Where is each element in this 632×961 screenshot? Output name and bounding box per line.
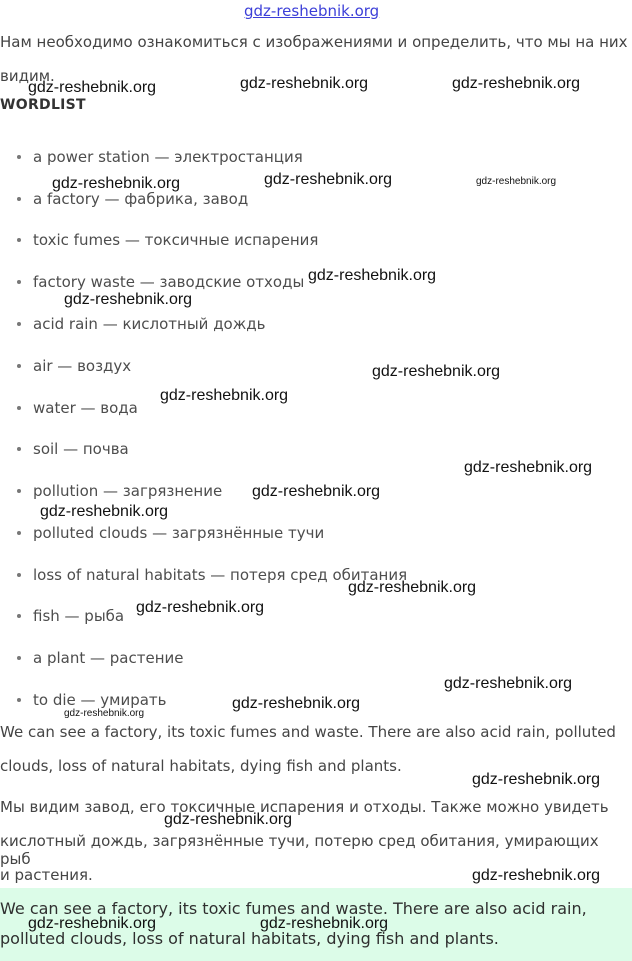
answer-line-2: polluted clouds, loss of natural habitats, dying fish and plants. (0, 929, 499, 948)
watermark: gdz-reshebnik.org (308, 267, 437, 284)
watermark: gdz-reshebnik.org (252, 483, 381, 500)
bullet-icon (17, 698, 21, 702)
answer-line-1: We can see a factory, its toxic fumes and waste. There are also acid rain, (0, 899, 587, 918)
watermark: gdz-reshebnik.org (260, 915, 389, 932)
watermark: gdz-reshebnik.org (64, 708, 145, 719)
watermark: gdz-reshebnik.org (372, 363, 501, 380)
watermark: gdz-reshebnik.org (264, 171, 393, 188)
watermark: gdz-reshebnik.org (160, 387, 289, 404)
watermark: gdz-reshebnik.org (64, 291, 193, 308)
bullet-icon (17, 531, 21, 535)
bullet-icon (17, 406, 21, 410)
watermark: gdz-reshebnik.org (464, 459, 593, 476)
bullet-icon (17, 447, 21, 451)
watermark: gdz-reshebnik.org (232, 695, 361, 712)
bullet-icon (17, 238, 21, 242)
watermark: gdz-reshebnik.org (52, 175, 181, 192)
bullet-icon (17, 280, 21, 284)
watermark: gdz-reshebnik.org (472, 867, 601, 884)
watermark: gdz-reshebnik.org (444, 675, 573, 692)
watermark: gdz-reshebnik.org (40, 503, 169, 520)
bullet-icon (17, 322, 21, 326)
watermark: gdz-reshebnik.org (348, 579, 477, 596)
wordlist-heading: WORDLIST (0, 97, 86, 113)
english-paragraph-line-1: We can see a factory, its toxic fumes and waste. There are also acid rain, polluted (0, 723, 616, 741)
watermark: gdz-reshebnik.org (476, 176, 557, 187)
bullet-icon (17, 489, 21, 493)
russian-paragraph-line-3: и растения. (0, 866, 93, 884)
bullet-icon (17, 656, 21, 660)
english-paragraph-line-2: clouds, loss of natural habitats, dying fish and plants. (0, 757, 402, 775)
watermark: gdz-reshebnik.org (28, 915, 157, 932)
site-link[interactable]: gdz-reshebnik.org (244, 2, 380, 20)
bullet-icon (17, 364, 21, 368)
watermark: gdz-reshebnik.org (28, 79, 157, 96)
watermark: gdz-reshebnik.org (240, 75, 369, 92)
watermark: gdz-reshebnik.org (136, 599, 265, 616)
russian-paragraph-line-1: Мы видим завод, его токсичные испарения и отходы. Также можно увидеть (0, 798, 609, 816)
bullet-icon (17, 155, 21, 159)
bullet-icon (17, 197, 21, 201)
watermark: gdz-reshebnik.org (164, 811, 293, 828)
bullet-icon (17, 614, 21, 618)
intro-text: Нам необходимо ознакомиться с изображениями и определить, что мы на них видим. (0, 33, 628, 85)
watermark: gdz-reshebnik.org (472, 771, 601, 788)
russian-paragraph-line-2: кислотный дождь, загрязнённые тучи, потерю сред обитания, умирающих рыб (0, 832, 599, 868)
watermark: gdz-reshebnik.org (452, 75, 581, 92)
bullet-icon (17, 573, 21, 577)
